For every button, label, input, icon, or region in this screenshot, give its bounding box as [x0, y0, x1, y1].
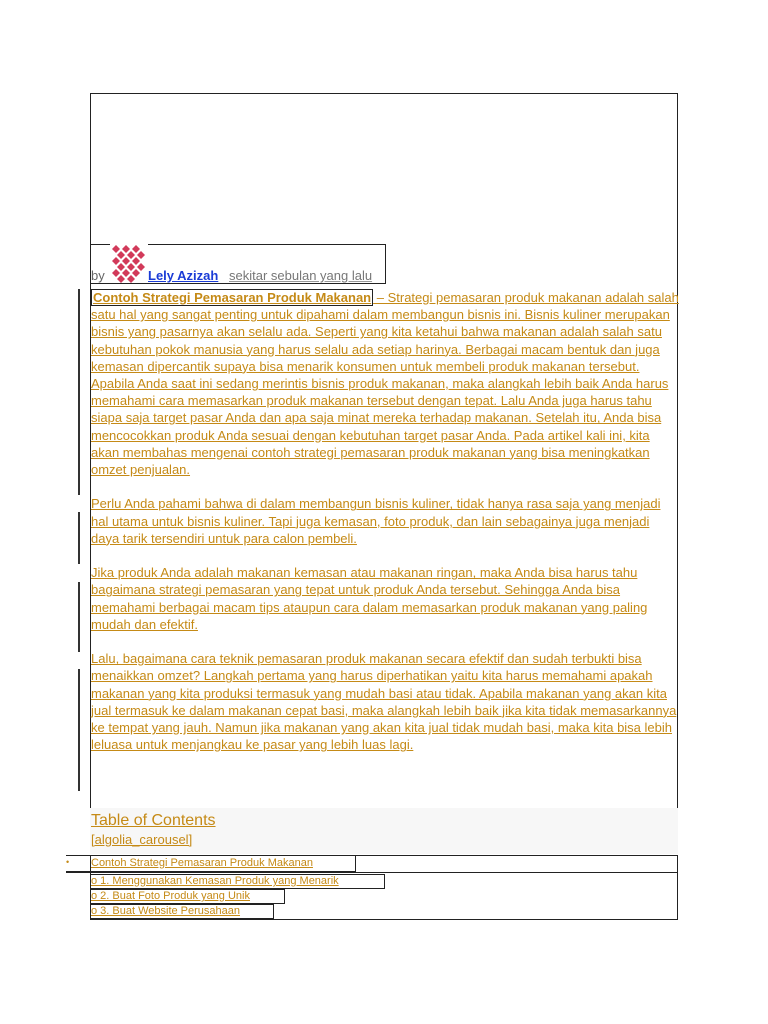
toc-divider [66, 872, 678, 873]
paragraph-intro [91, 289, 681, 478]
paragraph-three-text[interactable]: Perlu Anda pahami bahwa di dalam membangun bisnis kuliner, tidak hanya rasa saja yang menjadi hal utama untuk bisnis kuliner. Tapi juga kemasan, foto produk, dan lain sebagainya juga menjadi daya tarik tersendiri untuk para calon pembeli. [91, 496, 661, 546]
paragraph-five [91, 650, 681, 753]
toc-sub-item-3[interactable]: o 3. Buat Website Perusahaan [91, 905, 241, 917]
paragraph-three [91, 495, 681, 547]
article-body [91, 289, 681, 771]
toc-sub-item-1[interactable]: o 1. Menggunakan Kemasan Produk yang Menarik [91, 875, 339, 887]
post-time: sekitar sebulan yang lalu [229, 268, 373, 283]
toc-title[interactable]: Table of Contents [91, 812, 216, 829]
quote-bar [78, 582, 80, 652]
byline-by: by [91, 268, 105, 283]
paragraph-intro-text[interactable]: – Strategi pemasaran produk makanan adalah salah satu hal yang sangat penting untuk dipahami dalam membangun bisnis ini. Bisnis kuliner merupakan bisnis yang pasarnya akan selalu ada. Seperti yang kita ketahui bahwa makanan adalah salah satu kebutuhan pokok manusia yang harus selalu ada setiap harinya. Berbagai macam bentuk dan juga kemasan dipercantik supaya bisa menarik konsumen untuk membeli produk makanan tersebut. [91, 290, 679, 374]
article-title-link[interactable]: Contoh Strategi Pemasaran Produk Makanan [93, 290, 372, 305]
quote-bar [78, 289, 80, 495]
algolia-shortcode: [algolia_carousel] [91, 832, 193, 847]
paragraph-four-text[interactable]: Jika produk Anda adalah makanan kemasan atau makanan ringan, maka Anda bisa harus tahu bagaimana strategi pemasaran yang tepat untuk produk Anda tersebut. Sehingga Anda bisa memahami berbagai macam tips ataupun cara dalam memasarkan produk makanan yang paling mudah dan efektif. [91, 565, 648, 632]
toc-bullet: • [66, 857, 70, 867]
author-link[interactable]: Lely Azizah [148, 268, 219, 283]
quote-bar [78, 669, 80, 791]
quote-bar [78, 512, 80, 564]
toc-main-item[interactable]: Contoh Strategi Pemasaran Produk Makanan [91, 857, 313, 869]
toc-sub-item-2[interactable]: o 2. Buat Foto Produk yang Unik [91, 890, 250, 902]
paragraph-two-text[interactable]: Apabila Anda saat ini sedang merintis bisnis produk makanan, maka alangkah lebih baik Anda harus memahami cara memasarkan produk makanan tersebut dengan tepat. Lalu Anda juga harus tahu siapa saja target pasar Anda dan apa saja minat mereka terhadap makanan. Setelah itu, Anda bisa mencocokkan produk Anda sesuai dengan kebutuhan target pasar Anda. Pada artikel kali ini, kita akan membahas mengenai contoh strategi pemasaran produk makanan yang bisa meningkatkan omzet penjualan. [91, 376, 669, 478]
paragraph-four [91, 564, 681, 633]
author-avatar[interactable] [110, 243, 148, 283]
paragraph-five-text[interactable]: Lalu, bagaimana cara teknik pemasaran produk makanan secara efektif dan sudah terbukti bisa menaikkan omzet? Langkah pertama yang harus diperhatikan yaitu kita harus memahami apakah makanan yang kita produksi termasuk yang mudah basi atau tidak. Apabila makanan yang akan kita jual termasuk ke dalam makanan cepat basi, maka alangkah lebih baik jika kita tidak memasarkannya ke tempat yang jauh. Namun jika makanan yang akan kita jual tidak mudah basi, maka kita bisa lebih leluasa untuk menjangkau ke pasar yang lebih luas lagi. [91, 651, 677, 753]
